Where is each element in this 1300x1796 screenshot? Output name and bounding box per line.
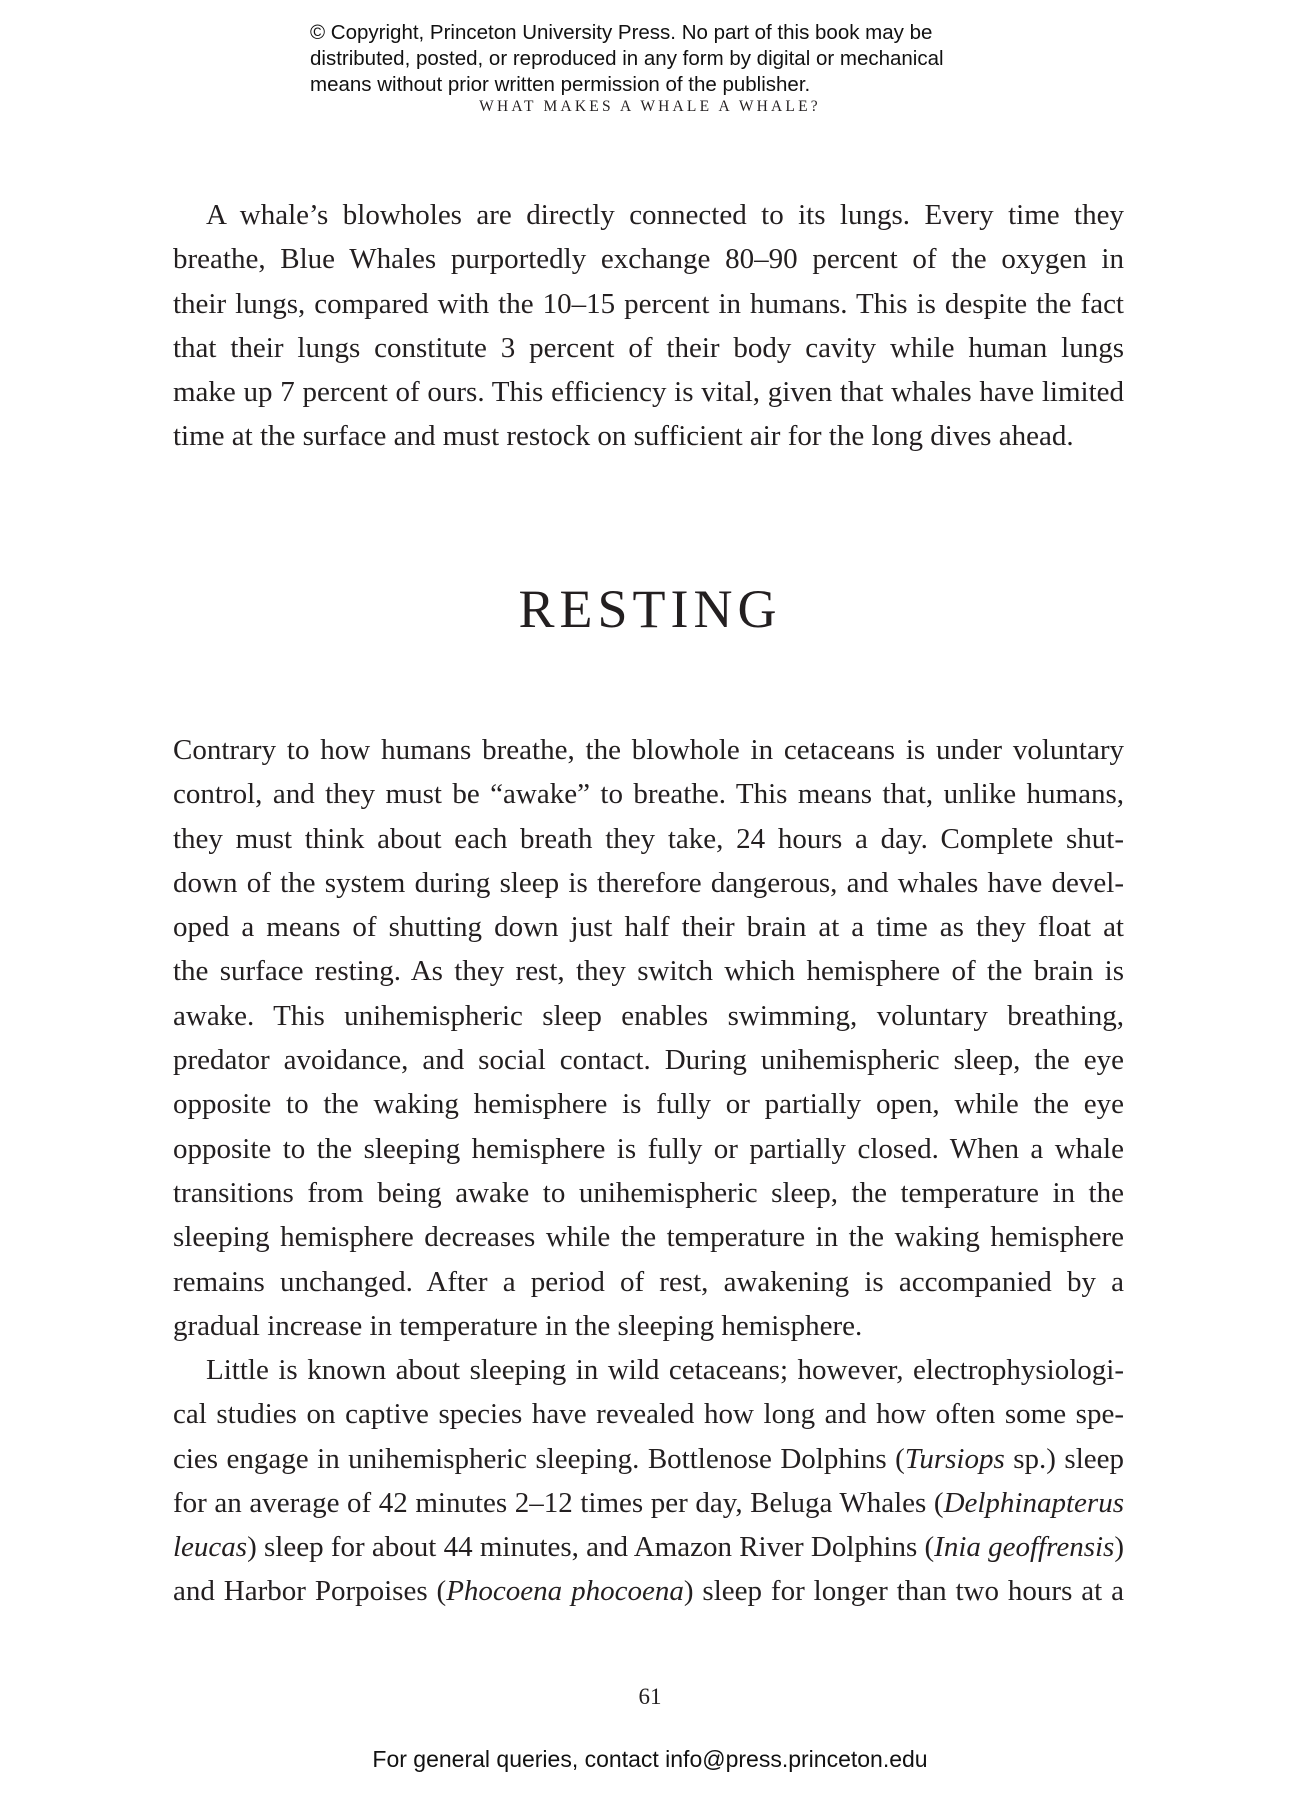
text-line bbox=[173, 1481, 1124, 1525]
text-line: gradual increase in temperature in the sleeping hemisphere. bbox=[173, 1309, 863, 1342]
text-line: cal studies on captive species have revealed how long and how often some spe- bbox=[173, 1398, 1124, 1431]
text-line: breathe, Blue Whales purportedly exchange 80–90 percent of the oxygen in bbox=[173, 243, 1124, 276]
resting-paragraph-1 bbox=[173, 728, 1124, 1348]
text-line bbox=[173, 1569, 1124, 1613]
text-line: Contrary to how humans breathe, the blowhole in cetaceans is under voluntary bbox=[173, 734, 1124, 766]
text-line: the surface resting. As they rest, they switch which hemisphere of the brain is bbox=[173, 955, 1124, 988]
text-line: they must think about each breath they take, 24 hours a day. Complete shut- bbox=[173, 822, 1124, 855]
text-line: remains unchanged. After a period of rest, awakening is accompanied by a bbox=[173, 1265, 1124, 1298]
page-number: 61 bbox=[638, 1684, 662, 1709]
text-run: ) sleep for about 44 minutes, and Amazon River Dolphins ( bbox=[247, 1531, 935, 1564]
text-line: opposite to the sleeping hemisphere is fully or partially closed. When a whale bbox=[173, 1132, 1124, 1165]
text-line: predator avoidance, and social contact. During unihemispheric sleep, the eye bbox=[173, 1044, 1124, 1077]
text-line bbox=[173, 1525, 1124, 1569]
species-name: leucas bbox=[173, 1531, 248, 1564]
text-line: down of the system during sleep is therefore dangerous, and whales have devel- bbox=[173, 866, 1124, 899]
copyright-line: means without prior written permission of the publisher. bbox=[310, 73, 811, 96]
copyright-line: distributed, posted, or reproduced in any form by digital or mechanical bbox=[310, 47, 944, 70]
text-run: for an average of 42 minutes 2–12 times per day, Beluga Whales ( bbox=[173, 1486, 944, 1519]
section-heading: RESTING bbox=[518, 579, 782, 639]
text-line bbox=[173, 1437, 1124, 1481]
resting-paragraph-2 bbox=[173, 1348, 1124, 1614]
text-line: awake. This unihemispheric sleep enables swimming, voluntary breathing, bbox=[173, 999, 1124, 1032]
text-line: Little is known about sleeping in wild cetaceans; however, electrophysiologi- bbox=[206, 1354, 1124, 1386]
text-line: that their lungs constitute 3 percent of their body cavity while human lungs bbox=[173, 331, 1124, 364]
text-line: opposite to the waking hemisphere is fully or partially open, while the eye bbox=[173, 1088, 1124, 1121]
copyright-notice bbox=[310, 20, 1030, 98]
text-run: ) sleep for longer than two hours at a bbox=[683, 1575, 1124, 1608]
species-name: Phocoena phocoena bbox=[446, 1575, 684, 1608]
text-line: sleeping hemisphere decreases while the temperature in the waking hemisphere bbox=[173, 1221, 1124, 1254]
text-line: A whale’s blowholes are directly connected to its lungs. Every time they bbox=[206, 199, 1124, 231]
species-name: Delphinapterus bbox=[943, 1486, 1124, 1519]
text-line: oped a means of shutting down just half their brain at a time as they float at bbox=[173, 911, 1124, 944]
text-run: and Harbor Porpoises ( bbox=[173, 1575, 447, 1608]
text-line: make up 7 percent of ours. This efficiency is vital, given that whales have limited bbox=[173, 376, 1124, 409]
text-line: transitions from being awake to unihemispheric sleep, the temperature in the bbox=[173, 1176, 1124, 1209]
text-line: their lungs, compared with the 10–15 percent in humans. This is despite the fact bbox=[173, 287, 1124, 320]
running-head: WHAT MAKES A WHALE A WHALE? bbox=[479, 98, 821, 115]
text-line: control, and they must be “awake” to breathe. This means that, unlike humans, bbox=[173, 778, 1124, 811]
species-name: Inia geoffrensis bbox=[934, 1531, 1115, 1564]
text-run: sp.) sleep bbox=[1004, 1442, 1124, 1475]
species-name: Tursiops bbox=[904, 1442, 1005, 1475]
footer-contact: For general queries, contact info@press.princeton.edu bbox=[372, 1746, 928, 1772]
text-line: time at the surface and must restock on sufficient air for the long dives ahead. bbox=[173, 420, 1074, 453]
intro-paragraph bbox=[173, 193, 1124, 459]
text-run: ) bbox=[1114, 1531, 1124, 1564]
text-run: cies engage in unihemispheric sleeping. Bottlenose Dolphins ( bbox=[173, 1442, 905, 1475]
copyright-line: © Copyright, Princeton University Press. No part of this book may be bbox=[310, 21, 933, 44]
